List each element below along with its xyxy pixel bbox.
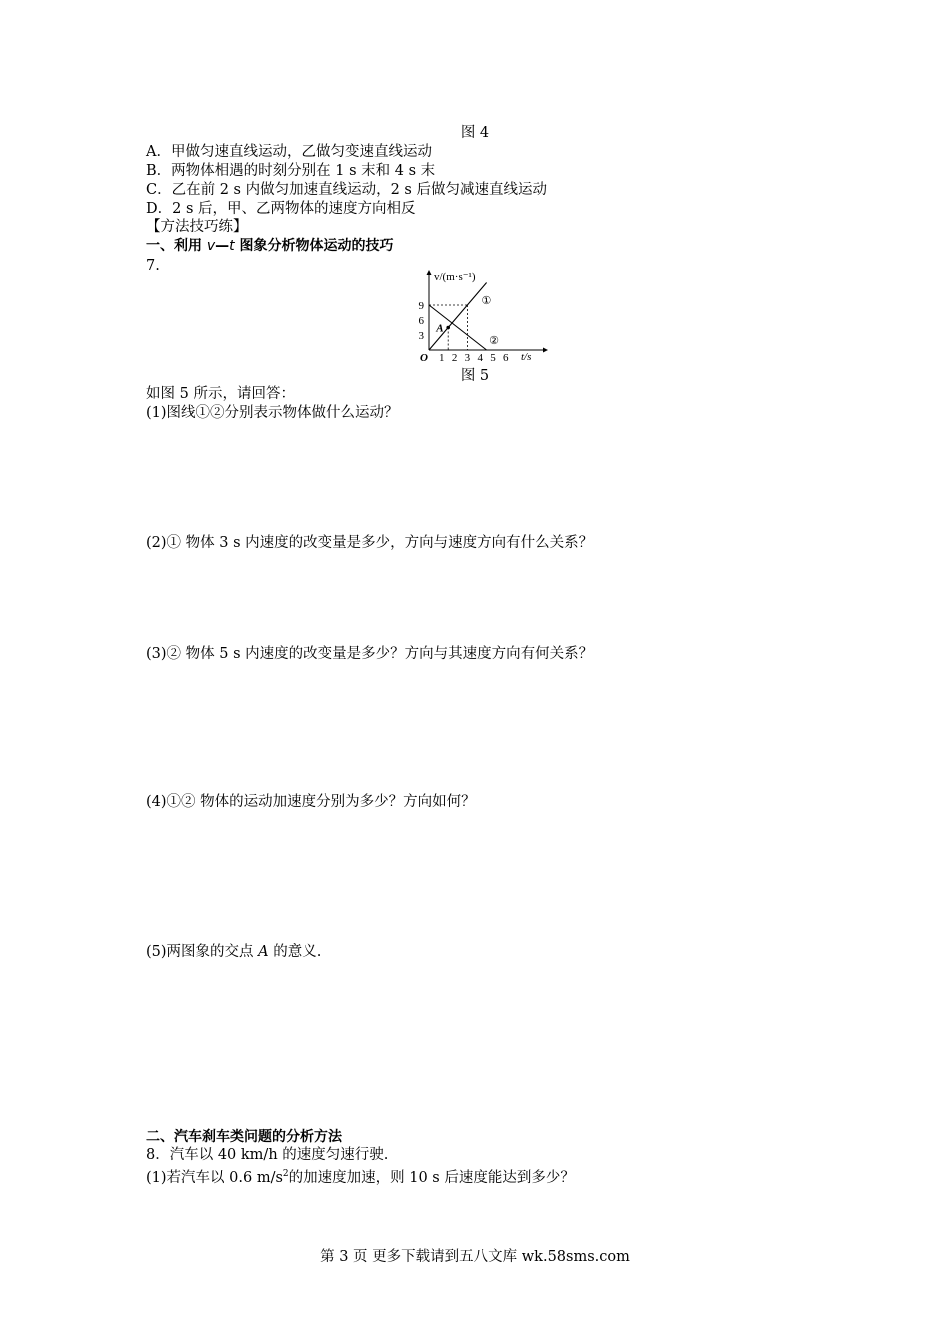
option-b: B．两物体相遇的时刻分别在 1 s 末和 4 s 末 <box>146 163 436 179</box>
series-line-1 <box>429 283 487 351</box>
vt-graph <box>410 268 550 368</box>
y-axis-label: v/(m·s⁻¹) <box>434 271 476 283</box>
question-8-part-1 <box>146 1165 575 1187</box>
question-7-intro: 如图 5 所示，请回答： <box>146 386 295 402</box>
x-axis-arrow <box>543 348 548 353</box>
y-axis-arrow <box>427 270 432 275</box>
question-7-number: 7. <box>146 258 160 274</box>
figure-5-caption: 图 5 <box>460 368 490 384</box>
x-tick-label-2: 2 <box>451 352 458 364</box>
part5-a: A <box>258 944 269 960</box>
x-tick-label-4: 4 <box>477 352 483 364</box>
question-7-part-5 <box>146 943 321 961</box>
question-8-intro: 8．汽车以 40 km/h 的速度匀速行驶. <box>146 1147 389 1163</box>
figure-4-caption: 图 4 <box>460 125 490 141</box>
x-tick-label-3: 3 <box>464 352 471 364</box>
question-7-part-1: (1)图线①②分别表示物体做什么运动？ <box>146 405 399 421</box>
part5-prefix: (5)两图象的交点 <box>146 944 259 960</box>
question-7-part-2: (2)① 物体 3 s 内速度的改变量是多少，方向与速度方向有什么关系？ <box>146 535 594 551</box>
question-7-part-3: (3)② 物体 5 s 内速度的改变量是多少？方向与其速度方向有何关系？ <box>146 646 594 662</box>
option-c: C．乙在前 2 s 内做匀加速直线运动，2 s 后做匀减速直线运动 <box>146 182 547 198</box>
q8-part1-prefix: (1)若汽车以 0.6 m/s <box>146 1169 283 1186</box>
y-tick-label-3: 3 <box>418 330 424 342</box>
question-7-part-4: (4)①② 物体的运动加速度分别为多少？方向如何？ <box>146 794 476 810</box>
q8-part1-sup: 2 <box>282 1169 289 1179</box>
series-label-2: ② <box>489 335 500 347</box>
heading-braking: 二、汽车刹车类问题的分析方法 <box>146 1129 342 1145</box>
option-a: A．甲做匀速直线运动，乙做匀变速直线运动 <box>146 144 432 160</box>
option-d: D．2 s 后，甲、乙两物体的速度方向相反 <box>146 201 416 217</box>
y-tick-label-9: 9 <box>418 300 424 312</box>
heading-suffix: 图象分析物体运动的技巧 <box>234 238 394 254</box>
section-practice-heading: 【方法技巧练】 <box>146 219 248 235</box>
x-axis-label: t/s <box>521 351 532 363</box>
part5-suffix: 的意义. <box>268 944 322 960</box>
heading-dash: — <box>215 238 230 254</box>
origin-label: O <box>420 352 428 364</box>
heading-prefix: 一、利用 <box>146 238 207 254</box>
point-a <box>446 326 450 330</box>
q8-part1-suffix: 的加速度加速，则 10 s 后速度能达到多少？ <box>288 1169 575 1186</box>
x-tick-label-5: 5 <box>490 352 496 364</box>
heading-vt-graph <box>146 237 394 255</box>
heading-t: t <box>229 238 235 254</box>
x-tick-label-6: 6 <box>503 352 509 364</box>
heading-v: v <box>206 238 216 254</box>
point-a-label: A <box>436 322 444 335</box>
y-tick-label-6: 6 <box>418 315 424 327</box>
series-label-1: ① <box>481 295 492 307</box>
page-footer: 第 3 页 更多下载请到五八文库 wk.58sms.com <box>320 1249 630 1265</box>
x-tick-label-1: 1 <box>439 352 445 364</box>
